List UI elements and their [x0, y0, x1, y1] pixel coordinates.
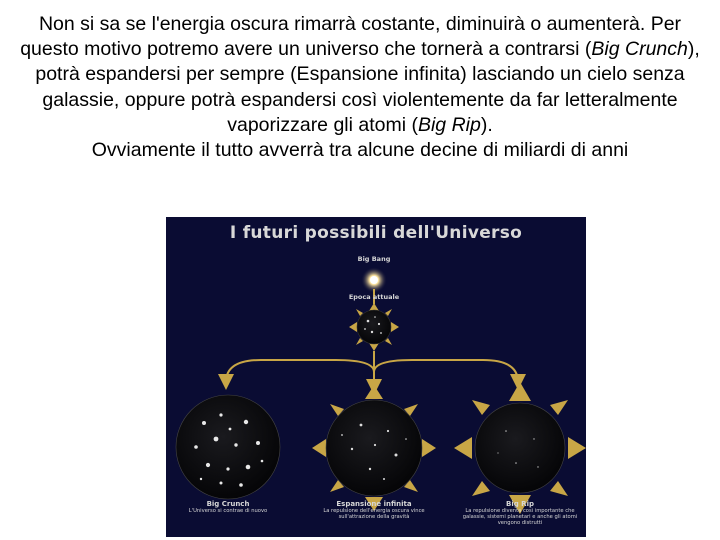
paragraph-part-1: Non si sa se l'energia oscura rimarrà costante, diminuirà o aumenterà. Per questo motivo potremo avere un universo che tornerà a contrarsi ( — [20, 13, 682, 61]
branch-arrows — [226, 351, 518, 387]
figure-title: I futuri possibili dell'Universo — [229, 223, 523, 243]
figure-graphic — [166, 217, 586, 537]
infinite-expansion-sphere — [312, 385, 436, 511]
big-rip-sphere — [454, 382, 586, 514]
paragraph-final-line: Ovviamente il tutto avverrà tra alcune decine di miliardi di anni — [91, 139, 629, 162]
current-epoch-sphere — [349, 303, 399, 351]
caption-title: Big Rip — [506, 500, 534, 508]
caption-big-crunch — [176, 500, 280, 514]
paragraph-part-2: ), potrà espandersi per sempre (Espansione infinita) lasciando un cielo senza galassie, oppure potrà espandersi così violentemente da far letteralmente vaporizzare gli atomi ( — [35, 38, 700, 136]
big-bang-label: Big Bang — [357, 255, 391, 263]
caption-desc: L'Universo si contrae di nuovo — [188, 508, 268, 514]
caption-infinite-expansion — [318, 500, 430, 520]
caption-desc: La repulsione diventa così importante che galassie, sistemi planetari e anche gli atomi vengono distrutti — [462, 508, 578, 527]
description-paragraph — [10, 12, 710, 163]
term-big-crunch: Big Crunch — [591, 38, 688, 61]
caption-big-rip — [462, 500, 578, 527]
paragraph-text — [10, 12, 710, 138]
caption-title: Big Crunch — [206, 500, 250, 508]
paragraph-part-3: ). — [480, 113, 493, 136]
term-big-rip: Big Rip — [417, 113, 481, 136]
caption-title: Espansione infinita — [336, 500, 412, 508]
current-epoch-label: Epoca attuale — [348, 293, 400, 301]
big-crunch-sphere — [176, 395, 280, 499]
universe-futures-figure — [166, 217, 586, 537]
caption-desc: La repulsione dell'energia oscura vince sull'attrazione della gravità — [323, 508, 425, 521]
